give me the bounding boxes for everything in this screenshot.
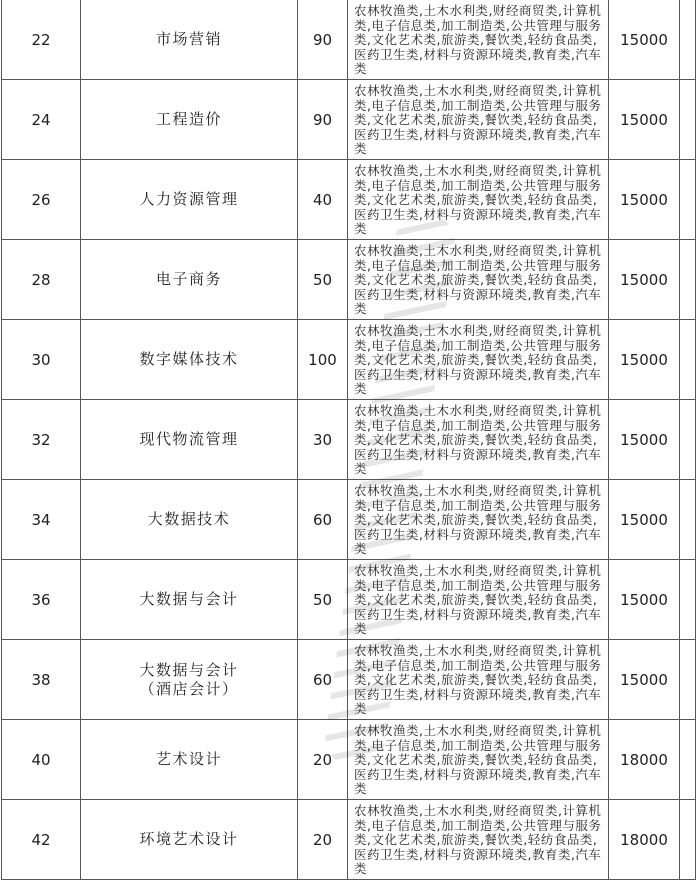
row-number: 40 bbox=[2, 720, 81, 800]
tuition-fee: 15000 bbox=[609, 480, 680, 560]
table-row bbox=[2, 400, 696, 480]
row-number: 26 bbox=[2, 160, 81, 240]
eligible-categories: 农林牧渔类,土木水利类,财经商贸类,计算机类,电子信息类,加工制造类,公共管理与服务类,文化艺术类,旅游类,餐饮类,轻纺食品类,医药卫生类,材料与资源环境类,教育类,汽车类 bbox=[348, 160, 609, 240]
quota: 90 bbox=[298, 0, 348, 80]
major-name: 工程造价 bbox=[81, 80, 298, 160]
tuition-fee: 15000 bbox=[609, 640, 680, 720]
major-name-cell bbox=[81, 640, 298, 720]
empty-cell bbox=[680, 320, 696, 400]
eligible-categories: 农林牧渔类,土木水利类,财经商贸类,计算机类,电子信息类,加工制造类,公共管理与服务类,文化艺术类,旅游类,餐饮类,轻纺食品类,医药卫生类,材料与资源环境类,教育类,汽车类 bbox=[348, 240, 609, 320]
eligible-categories: 农林牧渔类,土木水利类,财经商贸类,计算机类,电子信息类,加工制造类,公共管理与服务类,文化艺术类,旅游类,餐饮类,轻纺食品类,医药卫生类,材料与资源环境类,教育类,汽车类 bbox=[348, 0, 609, 80]
tuition-fee: 15000 bbox=[609, 160, 680, 240]
quota: 60 bbox=[298, 480, 348, 560]
major-name: 人力资源管理 bbox=[81, 160, 298, 240]
quota: 40 bbox=[298, 160, 348, 240]
row-number: 24 bbox=[2, 80, 81, 160]
eligible-categories: 农林牧渔类,土木水利类,财经商贸类,计算机类,电子信息类,加工制造类,公共管理与服务类,文化艺术类,旅游类,餐饮类,轻纺食品类,医药卫生类,材料与资源环境类,教育类,汽车类 bbox=[348, 640, 609, 720]
major-name: 数字媒体技术 bbox=[81, 320, 298, 400]
quota: 60 bbox=[298, 640, 348, 720]
eligible-categories: 农林牧渔类,土木水利类,财经商贸类,计算机类,电子信息类,加工制造类,公共管理与服务类,文化艺术类,旅游类,餐饮类,轻纺食品类,医药卫生类,材料与资源环境类,教育类,汽车类 bbox=[348, 800, 609, 880]
row-number: 34 bbox=[2, 480, 81, 560]
enrollment-table bbox=[1, 0, 696, 880]
empty-cell bbox=[680, 0, 696, 80]
quota: 100 bbox=[298, 320, 348, 400]
row-number: 28 bbox=[2, 240, 81, 320]
tuition-fee: 15000 bbox=[609, 400, 680, 480]
major-name: 市场营销 bbox=[81, 0, 298, 80]
tuition-fee: 15000 bbox=[609, 240, 680, 320]
table-row bbox=[2, 240, 696, 320]
empty-cell bbox=[680, 800, 696, 880]
table-body bbox=[2, 0, 696, 880]
table-row bbox=[2, 720, 696, 800]
tuition-fee: 18000 bbox=[609, 720, 680, 800]
quota: 20 bbox=[298, 800, 348, 880]
major-name: 艺术设计 bbox=[81, 720, 298, 800]
row-number: 42 bbox=[2, 800, 81, 880]
major-name: 电子商务 bbox=[81, 240, 298, 320]
eligible-categories: 农林牧渔类,土木水利类,财经商贸类,计算机类,电子信息类,加工制造类,公共管理与服务类,文化艺术类,旅游类,餐饮类,轻纺食品类,医药卫生类,材料与资源环境类,教育类,汽车类 bbox=[348, 560, 609, 640]
eligible-categories: 农林牧渔类,土木水利类,财经商贸类,计算机类,电子信息类,加工制造类,公共管理与服务类,文化艺术类,旅游类,餐饮类,轻纺食品类,医药卫生类,材料与资源环境类,教育类,汽车类 bbox=[348, 480, 609, 560]
empty-cell bbox=[680, 640, 696, 720]
empty-cell bbox=[680, 720, 696, 800]
row-number: 36 bbox=[2, 560, 81, 640]
empty-cell bbox=[680, 240, 696, 320]
table-row bbox=[2, 320, 696, 400]
empty-cell bbox=[680, 400, 696, 480]
row-number: 32 bbox=[2, 400, 81, 480]
eligible-categories: 农林牧渔类,土木水利类,财经商贸类,计算机类,电子信息类,加工制造类,公共管理与服务类,文化艺术类,旅游类,餐饮类,轻纺食品类,医药卫生类,材料与资源环境类,教育类,汽车类 bbox=[348, 320, 609, 400]
tuition-fee: 15000 bbox=[609, 80, 680, 160]
row-number: 30 bbox=[2, 320, 81, 400]
table-row bbox=[2, 640, 696, 720]
eligible-categories: 农林牧渔类,土木水利类,财经商贸类,计算机类,电子信息类,加工制造类,公共管理与服务类,文化艺术类,旅游类,餐饮类,轻纺食品类,医药卫生类,材料与资源环境类,教育类,汽车类 bbox=[348, 400, 609, 480]
tuition-fee: 18000 bbox=[609, 800, 680, 880]
tuition-fee: 15000 bbox=[609, 320, 680, 400]
quota: 50 bbox=[298, 240, 348, 320]
empty-cell bbox=[680, 160, 696, 240]
row-number: 22 bbox=[2, 0, 81, 80]
major-name: 环境艺术设计 bbox=[81, 800, 298, 880]
major-subtitle: （酒店会计） bbox=[139, 679, 239, 698]
quota: 90 bbox=[298, 80, 348, 160]
empty-cell bbox=[680, 80, 696, 160]
eligible-categories: 农林牧渔类,土木水利类,财经商贸类,计算机类,电子信息类,加工制造类,公共管理与服务类,文化艺术类,旅游类,餐饮类,轻纺食品类,医药卫生类,材料与资源环境类,教育类,汽车类 bbox=[348, 720, 609, 800]
tuition-fee: 15000 bbox=[609, 560, 680, 640]
quota: 20 bbox=[298, 720, 348, 800]
row-number: 38 bbox=[2, 640, 81, 720]
empty-cell bbox=[680, 480, 696, 560]
major-name: 大数据与会计 bbox=[81, 560, 298, 640]
major-name: 大数据与会计 bbox=[139, 660, 239, 679]
table-row bbox=[2, 560, 696, 640]
major-name: 现代物流管理 bbox=[81, 400, 298, 480]
eligible-categories: 农林牧渔类,土木水利类,财经商贸类,计算机类,电子信息类,加工制造类,公共管理与服务类,文化艺术类,旅游类,餐饮类,轻纺食品类,医药卫生类,材料与资源环境类,教育类,汽车类 bbox=[348, 80, 609, 160]
table-row bbox=[2, 0, 696, 80]
quota: 50 bbox=[298, 560, 348, 640]
empty-cell bbox=[680, 560, 696, 640]
table-row bbox=[2, 800, 696, 880]
major-name: 大数据技术 bbox=[81, 480, 298, 560]
quota: 30 bbox=[298, 400, 348, 480]
tuition-fee: 15000 bbox=[609, 0, 680, 80]
table-row bbox=[2, 80, 696, 160]
table-row bbox=[2, 480, 696, 560]
table-row bbox=[2, 160, 696, 240]
